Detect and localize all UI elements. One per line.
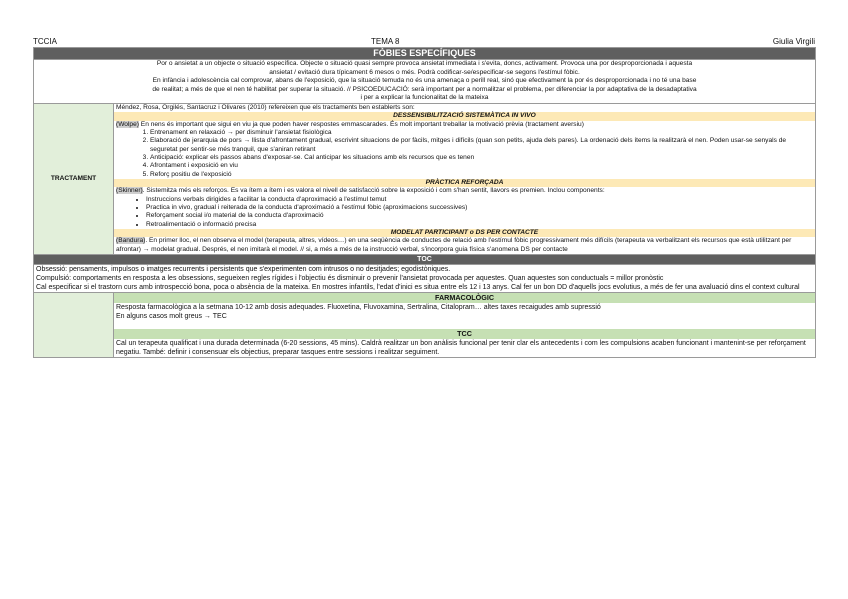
list-item: 3. Anticipació: explicar els passos abans d'exposar-se. Cal anticipar les situacions amb els recursos que es tenen xyxy=(150,154,813,162)
author-skinner: (Skinner) xyxy=(116,187,143,195)
list-item: 4. Afrontament i exposició en viu xyxy=(150,162,813,170)
intro-line: ansietat / evitació dura típicament 6 mesos o més. Podrà codificar-se/especificar-se segons l'estímul fòbic. xyxy=(269,68,580,76)
list-item: • Reforçament social i/o material de la conducta d'aproximació xyxy=(146,212,813,220)
tcc-text: Cal un terapeuta qualificat i una durada determinada (6-20 sessions, 45 mins). Caldrà realitzar un bon anàlisis funcional per tenir clar els antecedents i com les compulsions acaben funcionant i mantenint-se per reforçament negatiu. També: definir i consensuar els objectius, preparar tasques entre sessions i realitzar seguiment. xyxy=(116,339,806,356)
subheading-tcc: TCC xyxy=(114,329,815,339)
list-item: • Retroalimentació o informació precisa xyxy=(146,221,813,229)
practica-components xyxy=(116,196,813,229)
toc-definitions xyxy=(34,264,816,292)
modelat-description: (Bandura). En primer lloc, el nen observa el model (terapeuta, altres, vídeos…) en una seqüència de conductes de relació amb l'estímul fòbic progressivament més difícils (terapeuta va verbalitzant els recursos que està utilitzant per afrontar) → modelat gradual. Després, el nen imitarà el model. // si, a més a més de la instrucció verbal, s'incorpora guia física s'anomena DS per contacte xyxy=(116,237,792,253)
list-item: 1. Entrenament en relaxació → per disminuir l'ansietat fisiològica xyxy=(150,129,813,137)
practica-description: (Skinner). Sistemitza més els reforços. Es va ítem a ítem i es valora el nivell de satisfacció sobre la exposició i com s'han sentit, llavors es premien. Inclou components: xyxy=(116,187,605,195)
page-header xyxy=(33,36,815,47)
toc-treatment-content xyxy=(114,293,816,358)
toc-compulsio: Compulsió: comportaments en resposta a les obsessions, segueixen regles rígides i l'objectiu és disminuir o prevenir l'ansietat provocada per aquestes. Quan aquestes son conductuals = millor pronòstic xyxy=(36,275,664,283)
section-title-toc: TOC xyxy=(34,254,816,264)
list-item: • Practica in vivo, gradual i reiterada de la conducta d'aproximació a l'estímul fòbic (aproximacions successives) xyxy=(146,204,813,212)
list-item: 2. Elaboració de jerarquia de pors → llista d'afrontament gradual, escrivint situacions de por fàcils, mitges i difícils (quan son petits, ajuda dels pares). La ordenació dels ítems la realitzarà el nen. Poden usar-se senyals de seguretat per sentir-se més tranquil, que s'aniran retirant xyxy=(150,137,813,154)
intro-line: de realitat; a més de que el nen té habilitat per superar la situació. // PSICOEDUCACIÓ: serà important per a normalitzar el problema, per diferenciar la por adaptativa de la desadaptativa xyxy=(152,85,697,93)
subheading-practica: PRÀCTICA REFORÇADA xyxy=(114,179,815,188)
intro-line: i per a explicar la funcionalitat de la mateixa xyxy=(360,94,489,102)
author-bandura: (Bandura) xyxy=(116,237,146,245)
dsv-steps xyxy=(116,129,813,179)
header-topic: TEMA 8 xyxy=(371,37,400,46)
subheading-dsv: DESSENSIBILITZACIÓ SISTEMÀTICA IN VIVO xyxy=(114,112,815,121)
spacer xyxy=(116,321,813,329)
farma-line: En alguns casos molt greus → TEC xyxy=(116,312,227,320)
list-item: 5. Reforç positiu de l'exposició xyxy=(150,171,813,179)
section-title-fobies: FÒBIES ESPECÍFIQUES xyxy=(34,48,816,60)
subheading-modelat: MODELAT PARTICIPANT o DS PER CONTACTE xyxy=(114,229,815,238)
toc-treatment-label xyxy=(34,293,114,358)
tractament-intro: Méndez, Rosa, Orgilés, Santacruz i Olivares (2010) refereixen que els tractaments ben establerts son: xyxy=(116,103,415,111)
toc-obsessio: Obsessió: pensaments, impulsos o imatges recurrents i persistents que s'experimenten com intrusos o no desitjades; egodistòniques. xyxy=(36,265,451,273)
dsv-description: (Wolpe) En nens és important que sigui en viu ja que poden haver respostes emmascarades. És molt important treballar la motivació prèvia (tractament aversiu) xyxy=(116,120,584,128)
subheading-farmacologic: FARMACOLÒGIC xyxy=(114,293,815,303)
farma-line: Resposta farmacològica a la setmana 10-12 amb dosis adequades. Fluoxetina, Fluvoxamina, Sertralina, Citalopram… altes taxes recaigudes amb supressió xyxy=(116,303,601,311)
fobies-intro xyxy=(34,60,816,104)
header-author: Giulia Virgili xyxy=(772,37,815,46)
author-wolpe: (Wolpe) xyxy=(116,120,139,128)
tractament-label: TRACTAMENT xyxy=(34,103,114,254)
intro-line: Por o ansietat a un objecte o situació específica. Objecte o situació quasi sempre provoca ansietat immediata i s'evita, doncs, activament. Provoca una por desproporcionada i aquesta xyxy=(156,60,693,67)
intro-line: En infància i adolescència cal comprovar, abans de l'exposició, que la situació temuda no és una amenaça o perill real, sinó que efectivament la por és desproporcionada i no té una base xyxy=(152,77,697,85)
fobies-table xyxy=(33,47,816,358)
header-course: TCCIA xyxy=(33,37,57,46)
list-item: • Instruccions verbals dirigides a facilitar la conducta d'aproximació a l'estímul temut xyxy=(146,196,813,204)
toc-especificar: Cal especificar si el trastorn curs amb introspecció bona, poca o absència de la mateixa. En mostres infantils, l'edat d'inici es situa entre els 12 i 13 anys. Cal fer un bon DD d'aquells jocs evolutius, a més de fer una avaluació dins el context cultural xyxy=(36,284,800,292)
document-page xyxy=(33,36,815,358)
tractament-content xyxy=(114,103,816,254)
